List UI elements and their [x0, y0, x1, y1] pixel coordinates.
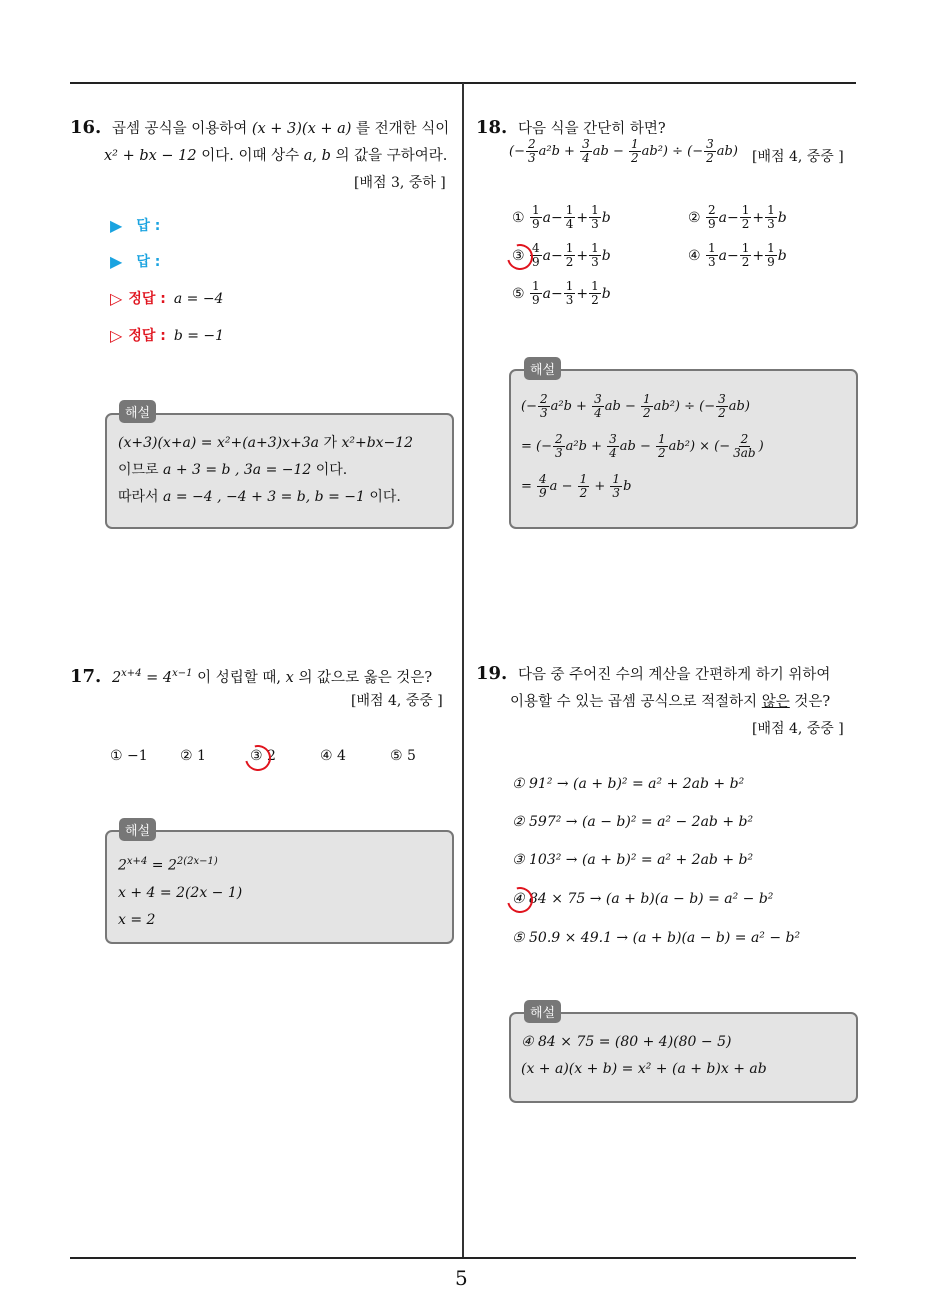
sol-text: 이므로 [118, 462, 159, 478]
q16-text-4: 의 값을 구하여라. [335, 148, 448, 164]
q17-exp: x−1 [172, 668, 193, 679]
q17-number: 17. [70, 665, 102, 687]
q17-text-2: 의 값으로 옳은 것은? [298, 669, 433, 686]
correct-label: 정답 : [128, 291, 166, 307]
q16-correct-row-1 [110, 289, 223, 309]
q18-solution-tag: 해설 [524, 357, 561, 380]
q17-score: [배점 4, 중중 ] [351, 693, 443, 709]
q16-answer-row-2 [110, 252, 160, 272]
q19-stem-line2 [510, 688, 830, 716]
q16-text: 곱셈 공식을 이용하여 [111, 121, 248, 137]
sol-expr: x = 2 [118, 911, 156, 928]
q16-answer-row-1 [110, 216, 160, 236]
q19-choice-3[interactable]: ③ 103² → (a + b)² = a² + 2ab + b² [512, 852, 754, 868]
q17-stem [70, 660, 455, 692]
q19-choice-5[interactable]: ⑤ 50.9 × 49.1 → (a + b)(a − b) = a² − b² [512, 930, 801, 946]
outline-play-icon: ▷ [110, 289, 123, 308]
sol-exp: 2(2x−1) [176, 856, 218, 867]
sol-expr: (x+3)(x+a) = x²+(a+3)x+3a [118, 435, 320, 451]
q17-solution-tag: 해설 [119, 818, 156, 841]
q17-exp: x+4 [121, 668, 142, 679]
q18-choice-5[interactable]: ⑤ $\frac{1}{9}$ a − $\frac{1}{3}$ + $\frac{1}{2}$ b [512, 279, 611, 307]
q16-solution-tag: 해설 [119, 400, 156, 423]
sol-expr: 2 [118, 857, 127, 874]
q19-solution-text [521, 1029, 767, 1083]
q19-text-3: 것은? [794, 694, 831, 710]
q17-choice-3[interactable]: ③ 2 [250, 748, 276, 764]
q18-solution-text [521, 387, 764, 507]
sol-expr: a = −4 , −4 + 3 = b, b = −1 [163, 489, 365, 505]
q19-choice-1[interactable]: ① 91² → (a + b)² = a² + 2ab + b² [512, 776, 745, 792]
q17-base: 2 [111, 669, 122, 686]
q18-sol-line-3: = $\frac{4}{9}$ a − $\frac{1}{2}$ + $\frac{1}{3}$ b [521, 472, 632, 500]
q17-eq: = 4 [146, 669, 173, 686]
sol-expr: x + 4 = 2(2x − 1) [118, 884, 243, 901]
correct-circle-icon [502, 882, 538, 918]
q16-correct-row-2 [110, 326, 224, 346]
q16-number: 16. [70, 117, 102, 138]
correct-value: a = −4 [173, 291, 224, 307]
q17-text: 이 성립할 때, [197, 669, 282, 686]
correct-circle-icon [240, 740, 276, 776]
page-number: 5 [455, 1266, 468, 1290]
q19-choice-2[interactable]: ② 597² → (a − b)² = a² − 2ab + b² [512, 814, 754, 830]
q17-choice-5[interactable]: ⑤ 5 [390, 748, 416, 764]
q16-score: [배점 3, 중하 ] [354, 175, 446, 191]
sol-expr: (x + a)(x + b) = x² + (a + b)x + ab [521, 1061, 767, 1077]
q17-var: x [285, 669, 294, 686]
q17-choice-4[interactable]: ④ 4 [320, 748, 346, 764]
q18-sol-line-1: (− $\frac{2}{3}$ a²b + $\frac{3}{4}$ ab − $\frac{1}{2}$ ab²) ÷ (− $\frac{3}{2}$ ab) [521, 392, 750, 420]
q18-expression: (− $\frac{2}{3}$ a²b + $\frac{3}{4}$ ab − $\frac{1}{2}$ ab²) ÷ (− $\frac{3}{2}$ ab) [509, 137, 738, 165]
q16-text-2: 를 전개한 식이 [356, 121, 450, 137]
q16-expr-2: x² + bx − 12 [104, 148, 197, 164]
q18-sol-line-2: = (− $\frac{2}{3}$ a²b + $\frac{3}{4}$ ab − $\frac{1}{2}$ ab²) × (− $\frac{2}{3ab}$ ) [521, 432, 764, 460]
q17-choice-2[interactable]: ② 1 [180, 748, 206, 764]
q16-vars: a, b [303, 148, 331, 164]
q18-choice-3[interactable]: ③ $\frac{4}{9}$ a − $\frac{1}{2}$ + $\frac{1}{3}$ b [512, 241, 611, 269]
q18-score: [배점 4, 중중 ] [752, 149, 844, 165]
outline-play-icon: ▷ [110, 326, 123, 345]
q17-solution-text [118, 848, 242, 934]
q19-underlined: 않은 [761, 694, 790, 710]
q19-stem [476, 660, 861, 689]
q18-choice-4[interactable]: ④ $\frac{1}{3}$ a − $\frac{1}{2}$ + $\frac{1}{9}$ b [688, 241, 787, 269]
play-icon: ▶ [110, 216, 123, 235]
choice-mark: ④ [688, 247, 701, 264]
play-icon: ▶ [110, 252, 123, 271]
q18-choice-1[interactable]: ① $\frac{1}{9}$ a − $\frac{1}{4}$ + $\frac{1}{3}$ b [512, 203, 611, 231]
q19-score: [배점 4, 중중 ] [752, 721, 844, 737]
sol-text: 가 [323, 435, 337, 451]
q18-number: 18. [476, 117, 508, 138]
column-divider [462, 83, 464, 1258]
sol-expr: = 2 [151, 857, 177, 874]
q16-text-3: 이다. 이때 상수 [201, 148, 300, 164]
sol-text: 이다. [369, 489, 401, 505]
q19-text-2: 이용할 수 있는 곱셈 공식으로 적절하지 [510, 694, 758, 710]
bottom-rule [70, 1257, 856, 1259]
sol-exp: x+4 [126, 856, 148, 867]
answer-label: 답 : [136, 218, 161, 234]
sol-expr: ④ 84 × 75 = (80 + 4)(80 − 5) [521, 1034, 732, 1050]
sol-text: 이다. [315, 462, 348, 478]
sol-expr: x²+bx−12 [341, 435, 414, 451]
choice-mark: ① [512, 209, 525, 226]
q16-stem [70, 114, 455, 143]
q18-text: 다음 식을 간단히 하면? [517, 121, 666, 137]
q19-choice-4[interactable]: ④ 84 × 75 → (a + b)(a − b) = a² − b² [512, 891, 774, 907]
sol-expr: a + 3 = b , 3a = −12 [163, 462, 312, 478]
q17-choice-1[interactable]: ① −1 [110, 748, 148, 764]
choice-mark: ③ [512, 247, 525, 264]
q16-expr: (x + 3)(x + a) [251, 121, 352, 137]
correct-label: 정답 : [128, 328, 166, 344]
q16-solution-text [118, 430, 448, 511]
q18-choice-2[interactable]: ② $\frac{2}{9}$ a − $\frac{1}{2}$ + $\frac{1}{3}$ b [688, 203, 787, 231]
sol-text: 따라서 [118, 489, 159, 505]
q19-number: 19. [476, 663, 508, 684]
q19-solution-tag: 해설 [524, 1000, 561, 1023]
correct-value: b = −1 [173, 328, 225, 344]
q16-stem-line2 [104, 142, 447, 170]
choice-mark: ⑤ [512, 285, 525, 302]
choice-mark: ② [688, 209, 701, 226]
answer-label: 답 : [136, 254, 161, 270]
q19-text: 다음 중 주어진 수의 계산을 간편하게 하기 위하여 [517, 667, 831, 683]
